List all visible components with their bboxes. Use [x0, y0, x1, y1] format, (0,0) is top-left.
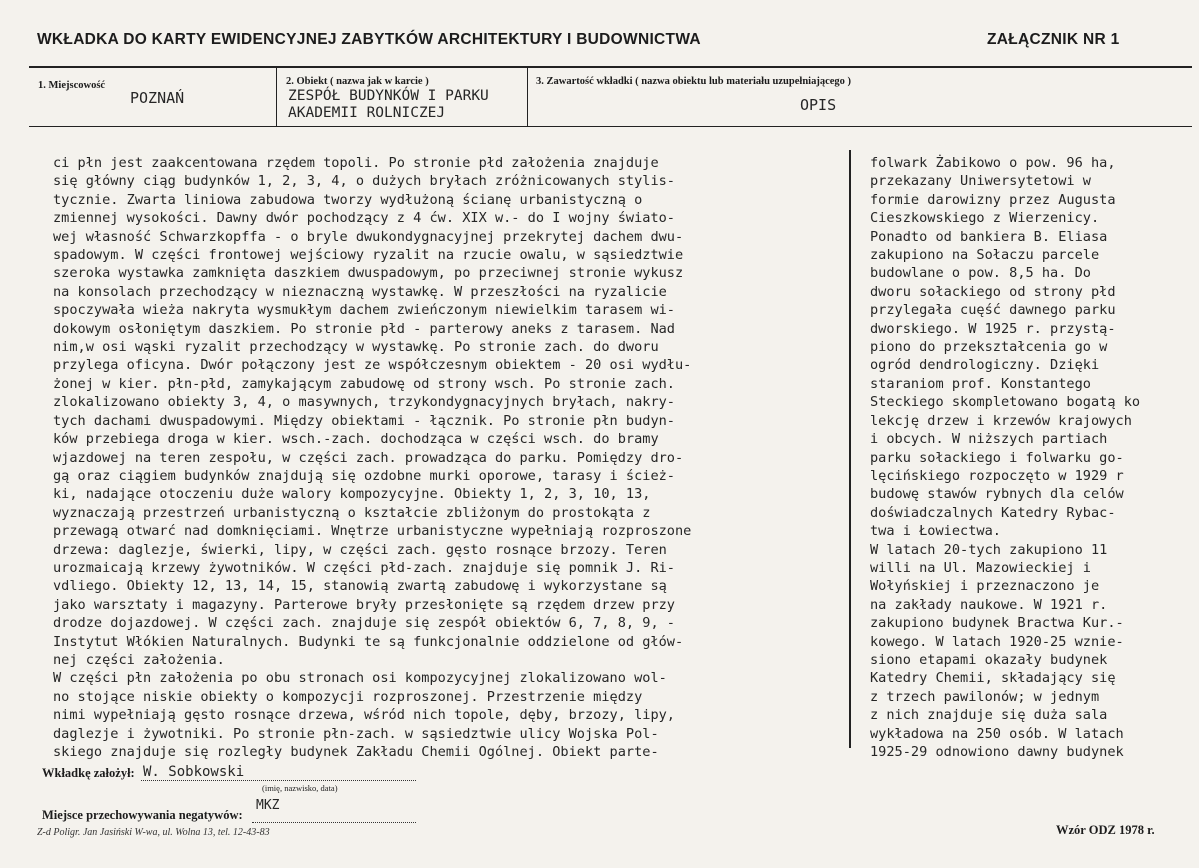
text-line: budowę stawów rybnych dla celów: [870, 486, 1124, 503]
author-hint: (imię, nazwisko, data): [262, 783, 338, 793]
top-rule: [29, 66, 1192, 68]
text-line: siono etapami okazały budynek: [870, 651, 1108, 668]
text-line: willi na Ul. Mazowieckiej i: [870, 559, 1091, 576]
text-line: szeroka wystawka zamknięta daszkiem dwuspadowym, po przeciwnej stronie wykusz: [53, 265, 684, 282]
locality-label: 1. Miejscowość: [38, 80, 106, 91]
text-line: W części płn założenia po obu stronach osi kompozycyjnej zlokalizowano wol-: [53, 670, 667, 687]
text-line: W latach 20-tych zakupiono 11: [870, 541, 1108, 558]
field-divider-2: [527, 68, 528, 126]
text-line: wej własność Schwarzkopffa - o bryle dwukondygnacyjnej przekrytej dachem dwu-: [53, 228, 684, 245]
text-line: lekcję drzew i krzewów krajowych: [870, 412, 1132, 429]
description-left-column: [53, 154, 691, 761]
text-line: na konsolach przechodzący w nieznaczną wystawkę. W przeszłości na ryzalicie: [53, 283, 667, 300]
contents-label: 3. Zawartość wkładki ( nazwa obiektu lub materiału uzupełniającego ): [536, 76, 852, 87]
text-line: folwark Żabikowo o pow. 96 ha,: [870, 155, 1116, 171]
text-line: urozmaicają krzewy żywotników. W części płd-zach. znajduje się pomnik J. Ri-: [53, 559, 675, 576]
text-line: 1925-29 odnowiono dawny budynek: [870, 744, 1124, 760]
text-line: zakupiono na Sołaczu parcele: [870, 247, 1100, 264]
text-line: tych dachami dwuspadowymi. Między obiektami - łącznik. Po stronie płn budyn-: [53, 412, 675, 429]
text-line: kowego. W latach 1920-25 wznie-: [870, 633, 1124, 650]
text-line: z nich znajduje się duża sala: [870, 707, 1108, 724]
text-line: ogród dendrologiczny. Dzięki: [870, 357, 1100, 374]
printer-note: Z-d Poligr. Jan Jasiński W-wa, ul. Wolna 13, tel. 12-43-83: [37, 827, 270, 838]
text-line: przylegała cuęść dawnego parku: [870, 302, 1116, 319]
text-line: Katedry Chemii, składający się: [870, 670, 1116, 687]
annex-number: ZAŁĄCZNIK NR 1: [987, 31, 1120, 48]
text-line: Instytut Włókien Naturalnych. Budynki te są funkcjonalnie oddzielone od głów-: [53, 633, 684, 650]
text-line: staraniom prof. Konstantego: [870, 375, 1091, 392]
text-line: ci płn jest zaakcentowana rzędem topoli. Po stronie płd założenia znajduje: [53, 155, 659, 171]
author-value: W. Sobkowski: [143, 764, 245, 780]
text-line: Ponadto od bankiera B. Eliasa: [870, 228, 1108, 245]
text-line: spadowym. W części frontowej wejściowy ryzalit na rzucie owalu, w sąsiedztwie: [53, 247, 684, 264]
text-line: wyznaczają przestrzeń urbanistyczną o kształcie zbliżonym do prostokąta z: [53, 504, 651, 521]
text-line: tycznie. Zwarta liniowa zabudowa tworzy wydłużoną ścianę urbanistyczną o: [53, 191, 643, 208]
field-divider-1: [276, 68, 277, 126]
text-line: Cieszkowskiego z Wierzenicy.: [870, 210, 1100, 227]
text-line: spoczywała wieża nakryta wysmukłym dachem zwieńczonym niewielkim tarasem wi-: [53, 302, 675, 319]
text-line: zlokalizowano obiekty 3, 4, o masywnych, trzykondygnacyjnych bryłach, nakry-: [53, 394, 675, 411]
storage-value: MKZ: [256, 798, 280, 813]
author-label: Wkładkę założył:: [42, 766, 135, 780]
text-line: wjazdowej na teren zespołu, w części zach. prowadząca do parku. Pomiędzy dro-: [53, 449, 684, 466]
text-line: drzewa: daglezje, świerki, lipy, w części zach. gęsto rosnące brzozy. Teren: [53, 541, 667, 558]
locality-value: POZNAŃ: [130, 89, 185, 107]
text-line: Wołyńskiej i przeznaczono je: [870, 578, 1100, 595]
text-line: się główny ciąg budynków 1, 2, 3, 4, o dużych bryłach zróżnicowanych stylis-: [53, 173, 675, 190]
text-line: ki, nadające otoczeniu duże walory kompozycyjne. Obiekty 1, 2, 3, 10, 13,: [53, 486, 651, 503]
text-line: nimi wypełniają gęsto rosnące drzewa, wśród nich topole, dęby, brzozy, lipy,: [53, 707, 675, 724]
storage-label: Miejsce przechowywania negatywów:: [42, 808, 243, 822]
text-line: no stojące niskie obiekty o kompozycji rozproszonej. Przestrzenie między: [53, 688, 643, 705]
text-line: daglezje i żywotniki. Po stronie płn-zach. w sąsiedztwie ulicy Wojska Pol-: [53, 725, 659, 742]
text-line: gą oraz ciągiem budynków znajdują się ozdobne murki oporowe, tarasy i ścież-: [53, 467, 675, 484]
text-line: wykładowa na 250 osób. W latach: [870, 725, 1124, 742]
text-line: Steckiego skompletowano bogatą ko: [870, 394, 1141, 411]
text-line: twa i Łowiectwa.: [870, 523, 1001, 540]
text-line: skiego znajduje się rozległy budynek Zakładu Chemii Ogólnej. Obiekt parte-: [53, 744, 659, 760]
text-line: dworu sołackiego od strony płd: [870, 283, 1116, 300]
text-line: na zakłady naukowe. W 1921 r.: [870, 596, 1108, 613]
text-line: dokowym osłoniętym daszkiem. Po stronie płd - parterowy aneks z tarasem. Nad: [53, 320, 675, 337]
text-line: przekazany Uniwersytetowi w: [870, 173, 1091, 190]
text-line: przylega oficyna. Dwór połączony jest ze współczesnym obiektem - 20 osi wydłu-: [53, 357, 692, 374]
text-line: budowlane o pow. 8,5 ha. Do: [870, 265, 1091, 282]
contents-value: OPIS: [800, 96, 837, 114]
text-line: nim,w osi wąski ryzalit przechodzący w wystawkę. Po stronie zach. do dworu: [53, 339, 659, 356]
form-title: WKŁADKA DO KARTY EWIDENCYJNEJ ZABYTKÓW ARCHITEKTURY I BUDOWNICTWA: [37, 31, 701, 48]
text-line: zakupiono budynek Bractwa Kur.-: [870, 615, 1124, 632]
object-value-line1: ZESPÓŁ BUDYNKÓW I PARKU: [288, 88, 489, 104]
form-model: Wzór ODZ 1978 r.: [1056, 823, 1155, 837]
object-value-line2: AKADEMII ROLNICZEJ: [288, 105, 446, 121]
author-dotline: [141, 780, 416, 781]
text-line: zmiennej wysokości. Dawny dwór pochodzący z 4 ćw. XIX w.- do I wojny świato-: [53, 210, 675, 227]
description-right-column: [870, 154, 1140, 761]
text-line: żonej w kier. płn-płd, zamykającym zabudowę od strony wsch. Po stronie zach.: [53, 375, 675, 392]
text-line: lęcińskiego rozpoczęto w 1929 r: [870, 467, 1124, 484]
text-line: vdliego. Obiekty 12, 13, 14, 15, stanowią zwartą zabudowę i wykorzystane są: [53, 578, 667, 595]
text-line: formie darowizny przez Augusta: [870, 191, 1116, 208]
storage-dotline: [252, 822, 416, 823]
text-line: doświadczalnych Katedry Rybac-: [870, 504, 1116, 521]
text-line: przewagą otwarć nad domknięciami. Wnętrze urbanistyczne wypełniają rozproszone: [53, 523, 692, 540]
text-line: i obcych. W niższych partiach: [870, 431, 1108, 448]
column-divider: [849, 150, 851, 748]
text-line: nej części założenia.: [53, 651, 225, 668]
text-line: drodze dojazdowej. W części zach. znajduje się zespół obiektów 6, 7, 8, 9, -: [53, 615, 675, 632]
text-line: piono do przekształcenia go w: [870, 339, 1108, 356]
text-line: parku sołackiego i folwarku go-: [870, 449, 1124, 466]
fields-bottom-rule: [29, 126, 1192, 127]
text-line: dworskiego. W 1925 r. przystą-: [870, 320, 1116, 337]
object-label: 2. Obiekt ( nazwa jak w karcie ): [286, 76, 429, 87]
text-line: z trzech pawilonów; w jednym: [870, 688, 1100, 705]
text-line: jako warsztaty i magazyny. Parterowe bryły przesłonięte są rzędem drzew przy: [53, 596, 675, 613]
text-line: ków przebiega droga w kier. wsch.-zach. dochodząca w części wsch. do bramy: [53, 431, 659, 448]
